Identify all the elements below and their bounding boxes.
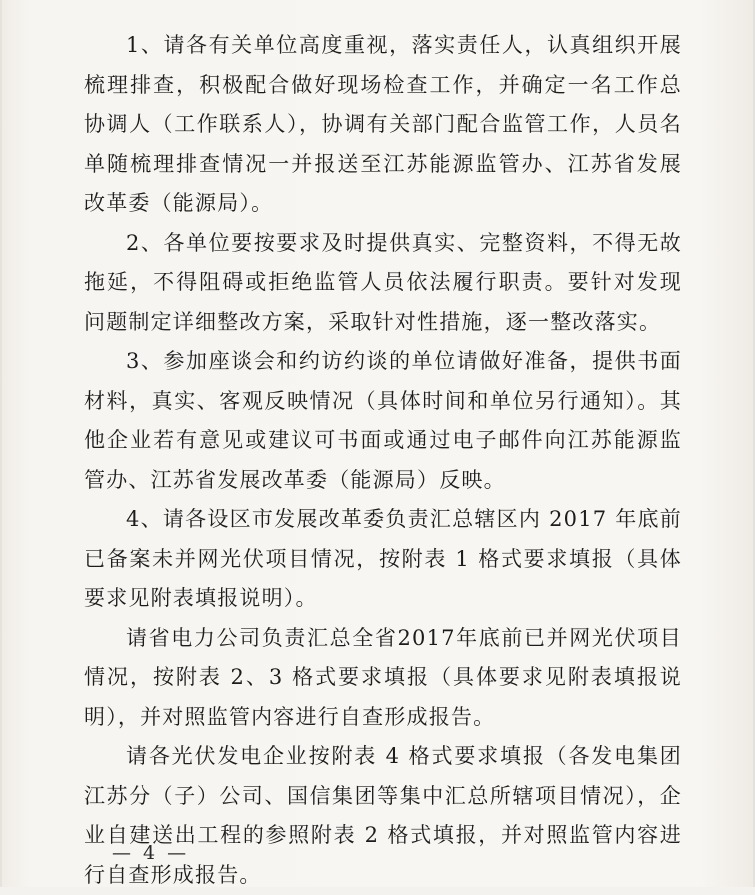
paragraph-4: 4、请各设区市发展改革委负责汇总辖区内 2017 年底前已备案未并网光伏项目情况，按附表 1 格式要求填报（具体要求见附表填报说明）。 <box>84 507 682 610</box>
page-number: — 4 — <box>112 842 190 864</box>
scan-edge-left <box>0 0 2 887</box>
paragraph-2: 2、各单位要按要求及时提供真实、完整资料，不得无故拖延，不得阻碍或拒绝监管人员依法履行职责。要针对发现问题制定详细整改方案，采取针对性措施，逐一整改落实。 <box>84 230 682 334</box>
paragraph-5: 请省电力公司负责汇总全省2017年底前已并网光伏项目情况，按附表 2、3 格式要求填报（具体要求见附表填报说明），并对照监管内容进行自查形成报告。 <box>84 625 682 729</box>
document-body <box>84 26 682 895</box>
paragraph-6: 请各光伏发电企业按附表 4 格式要求填报（各发电集团江苏分（子）公司、国信集团等集中汇总所辖项目情况），企业自建送出工程的参照附表 2 格式填报，并对照监管内容进行自查形成报告。 <box>84 744 682 887</box>
paragraph-3: 3、参加座谈会和约访约谈的单位请做好准备，提供书面材料，真实、客观反映情况（具体时间和单位另行通知）。其他企业若有意见或建议可书面或通过电子邮件向江苏能源监管办、江苏省发展改革委（能源局）反映。 <box>84 349 682 492</box>
paragraph-1: 1、请各有关单位高度重视，落实责任人，认真组织开展梳理排查，积极配合做好现场检查工作，并确定一名工作总协调人（工作联系人），协调有关部门配合监管工作，人员名单随梳理排查情况一并报送至江苏能源监管办、江苏省发展改革委（能源局）。 <box>84 33 682 215</box>
